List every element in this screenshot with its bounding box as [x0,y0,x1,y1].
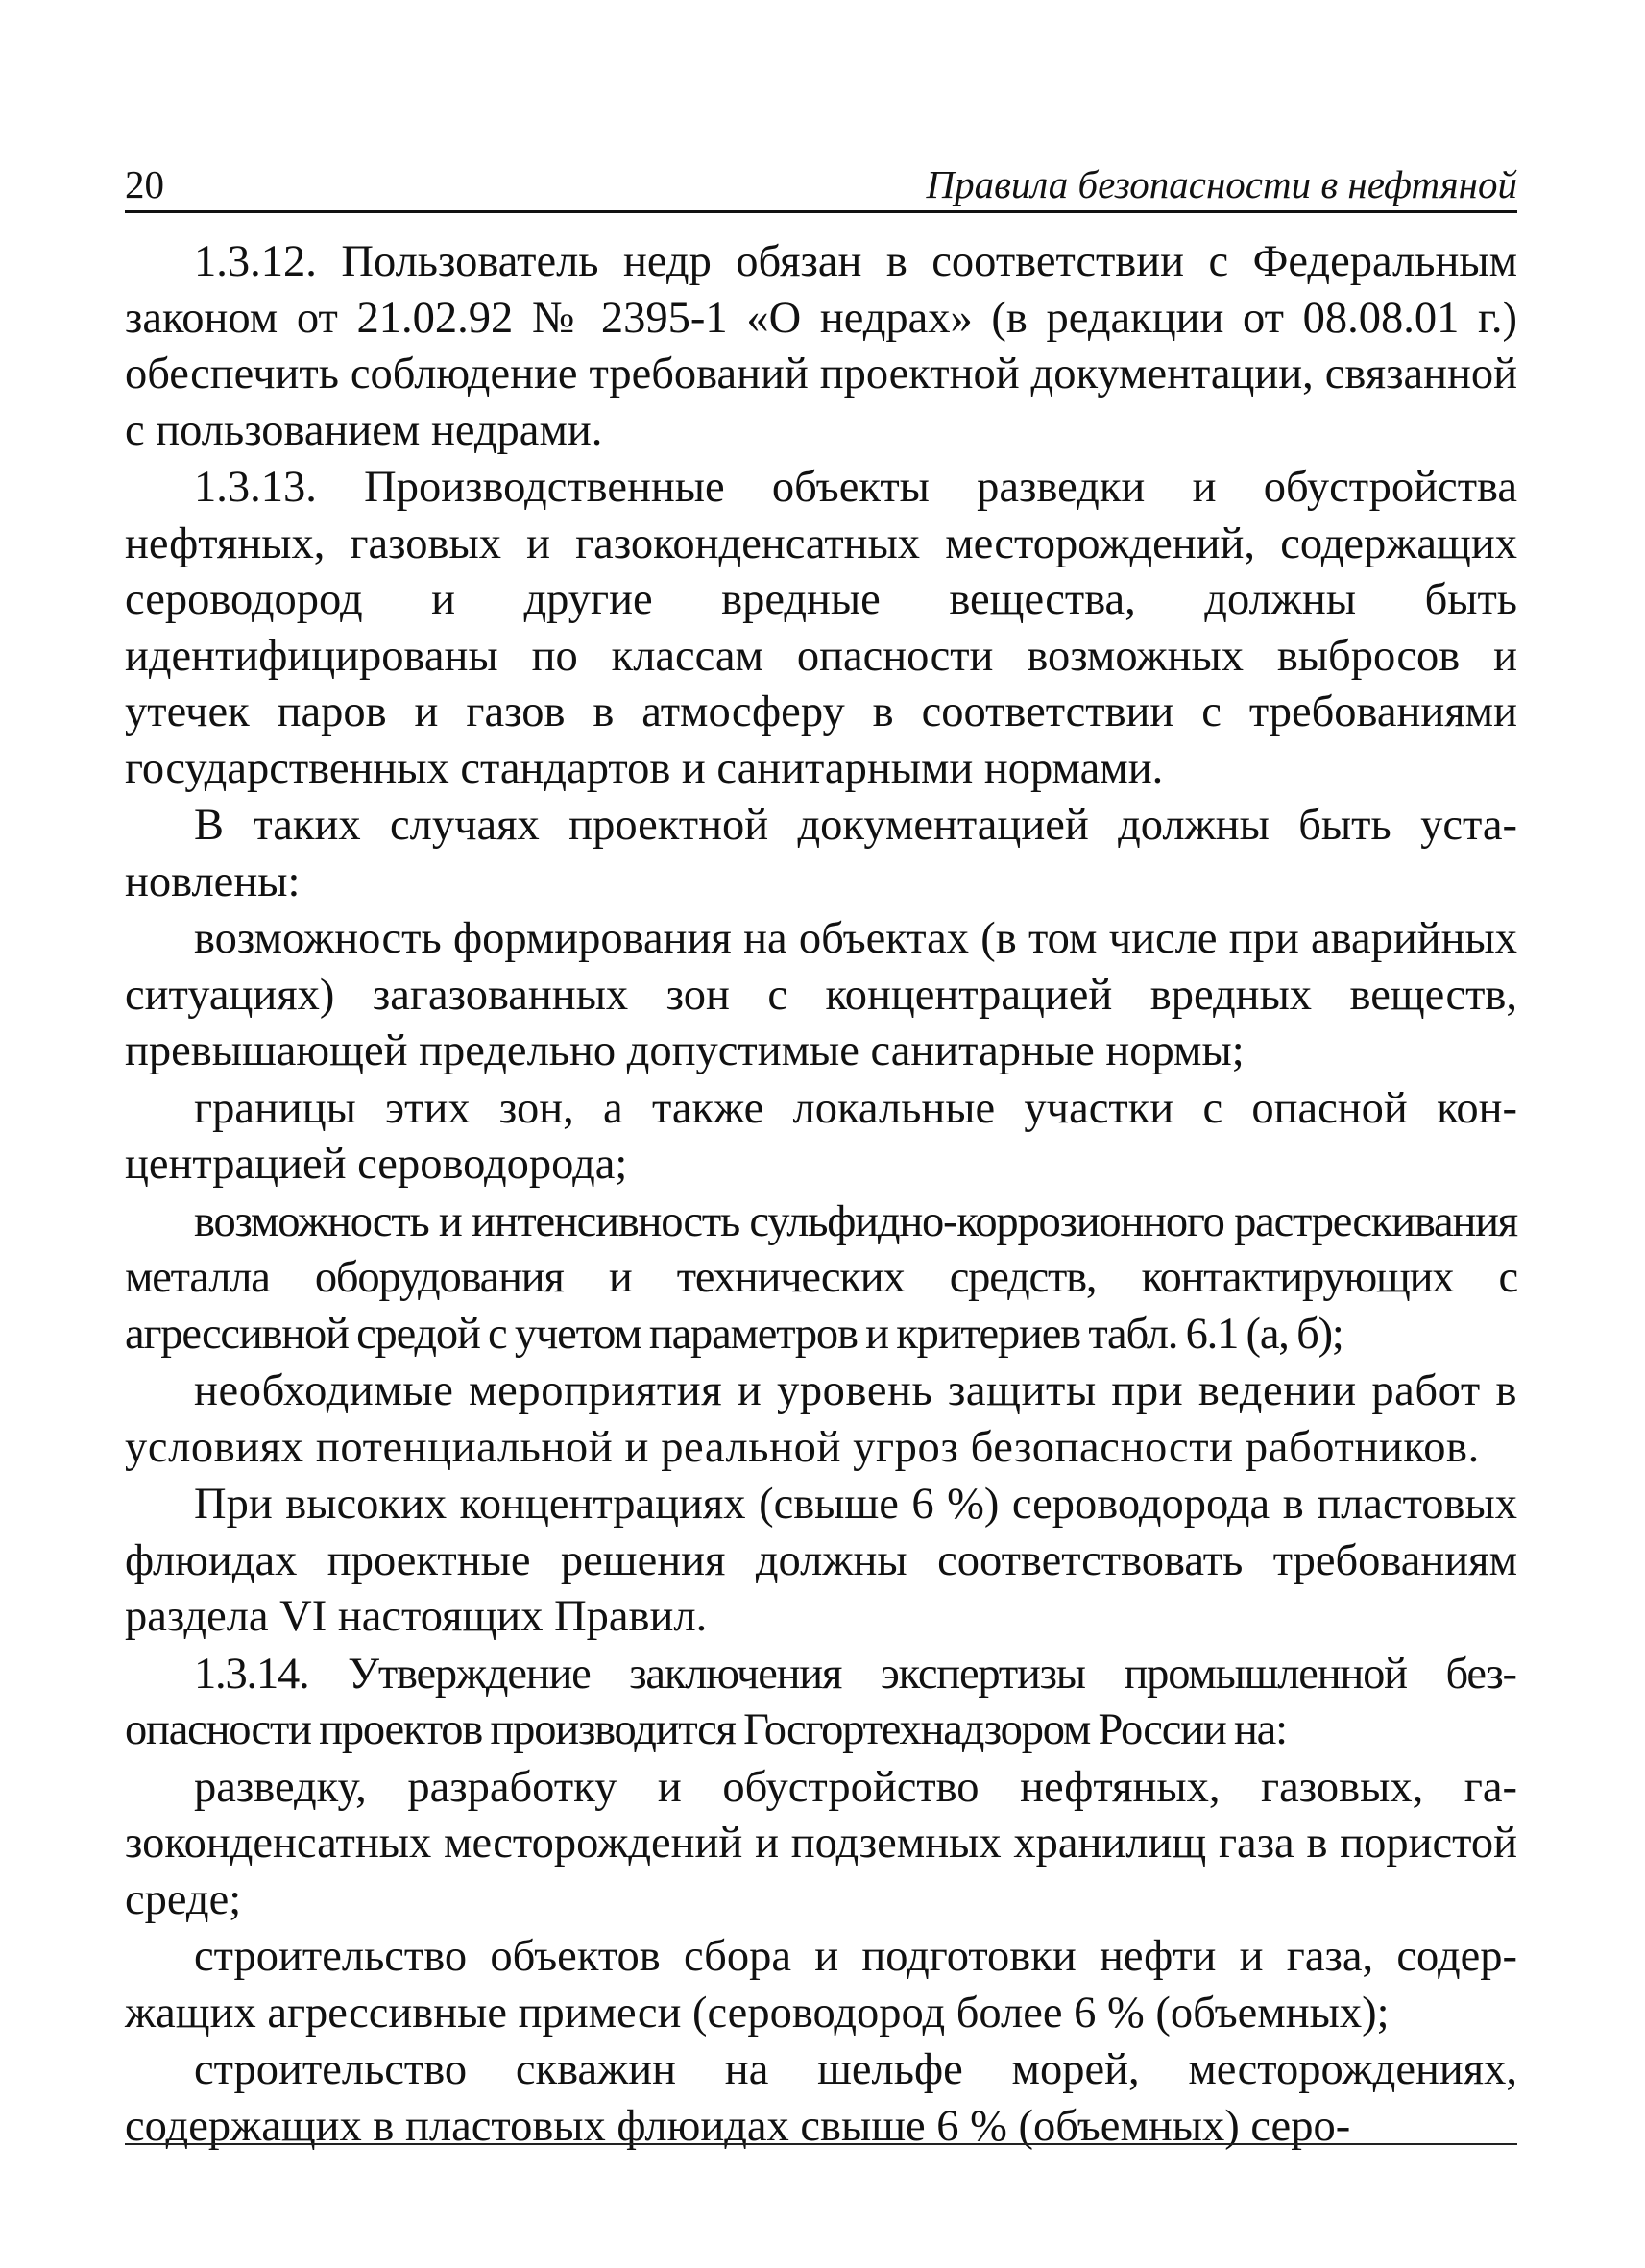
page-number: 20 [125,162,164,206]
list-item-sulfide-cracking: возможность и интенсивность сульфидно-коррозионного растрескивания металла оборудования и технических средств, контактирующих с агрессивной средой с учетом параметров и критериев табл. 6.1 (а, б); [125,1196,1517,1359]
paragraph-1-3-14: 1.3.14. Утверждение заключения экспертизы промышленной безопасности проектов производится Госгортехнадзором России на: [125,1649,1517,1754]
list-item-zone-boundaries: границы этих зон, а также локальные участки с опасной концентрацией сероводорода; [125,1083,1517,1189]
list-item-gathering-facilities: строительство объектов сбора и подготовки нефти и газа, содержащих агрессивные примеси (сероводород более 6 % (объемных); [125,1932,1517,2038]
paragraph-1-3-13: 1.3.13. Производственные объекты разведки и обустройства нефтяных, газовых и газоконденсатных месторождений, содержащих сероводород и другие вредные вещества, должны быть идентифицированы по классам опасности возможных выбросов и утечек паров и газов в атмосферу в соответствии с требованиями государственных стандартов и санитарными нормами. [125,463,1517,793]
paragraph-design-docs-intro: В таких случаях проектной документацией должны быть установлены: [125,801,1517,906]
book-page [125,163,1517,2156]
list-item-exploration: разведку, разработку и обустройство нефтяных, газовых, газоконденсатных месторождений и подземных хранилищ газа в пористой среде; [125,1762,1517,1924]
bottom-rule [125,2143,1517,2145]
list-item-protection-measures: необходимые мероприятия и уровень защиты при ведении работ в условиях потенциальной и реальной угроз безопасности работников. [125,1366,1517,1472]
body-text [125,234,1517,2155]
list-item-gassed-zones: возможность формирования на объектах (в том числе при аварийных ситуациях) загазованных зон с концентрацией вредных веществ, превышающей предельно допустимые санитарные нормы; [125,914,1517,1075]
running-title: Правила безопасности в нефтяной [926,162,1517,206]
paragraph-1-3-12: 1.3.12. Пользователь недр обязан в соответствии с Федеральным законом от 21.02.92 № 2395-1 «О недрах» (в редакции от 08.08.01 г.) обеспечить соблюдение требований проектной документации, связанной с пользованием недрами. [125,237,1517,455]
paragraph-high-concentrations: При высоких концентрациях (свыше 6 %) сероводорода в пластовых флюидах проектные решения должны соответствовать требованиям раздела VI настоящих Правил. [125,1480,1517,1641]
running-head [125,163,1517,213]
list-item-offshore-wells: строительство скважин на шельфе морей, месторождениях, содержащих в пластовых флюидах свыше 6 % (объемных) серо- [125,2045,1517,2151]
